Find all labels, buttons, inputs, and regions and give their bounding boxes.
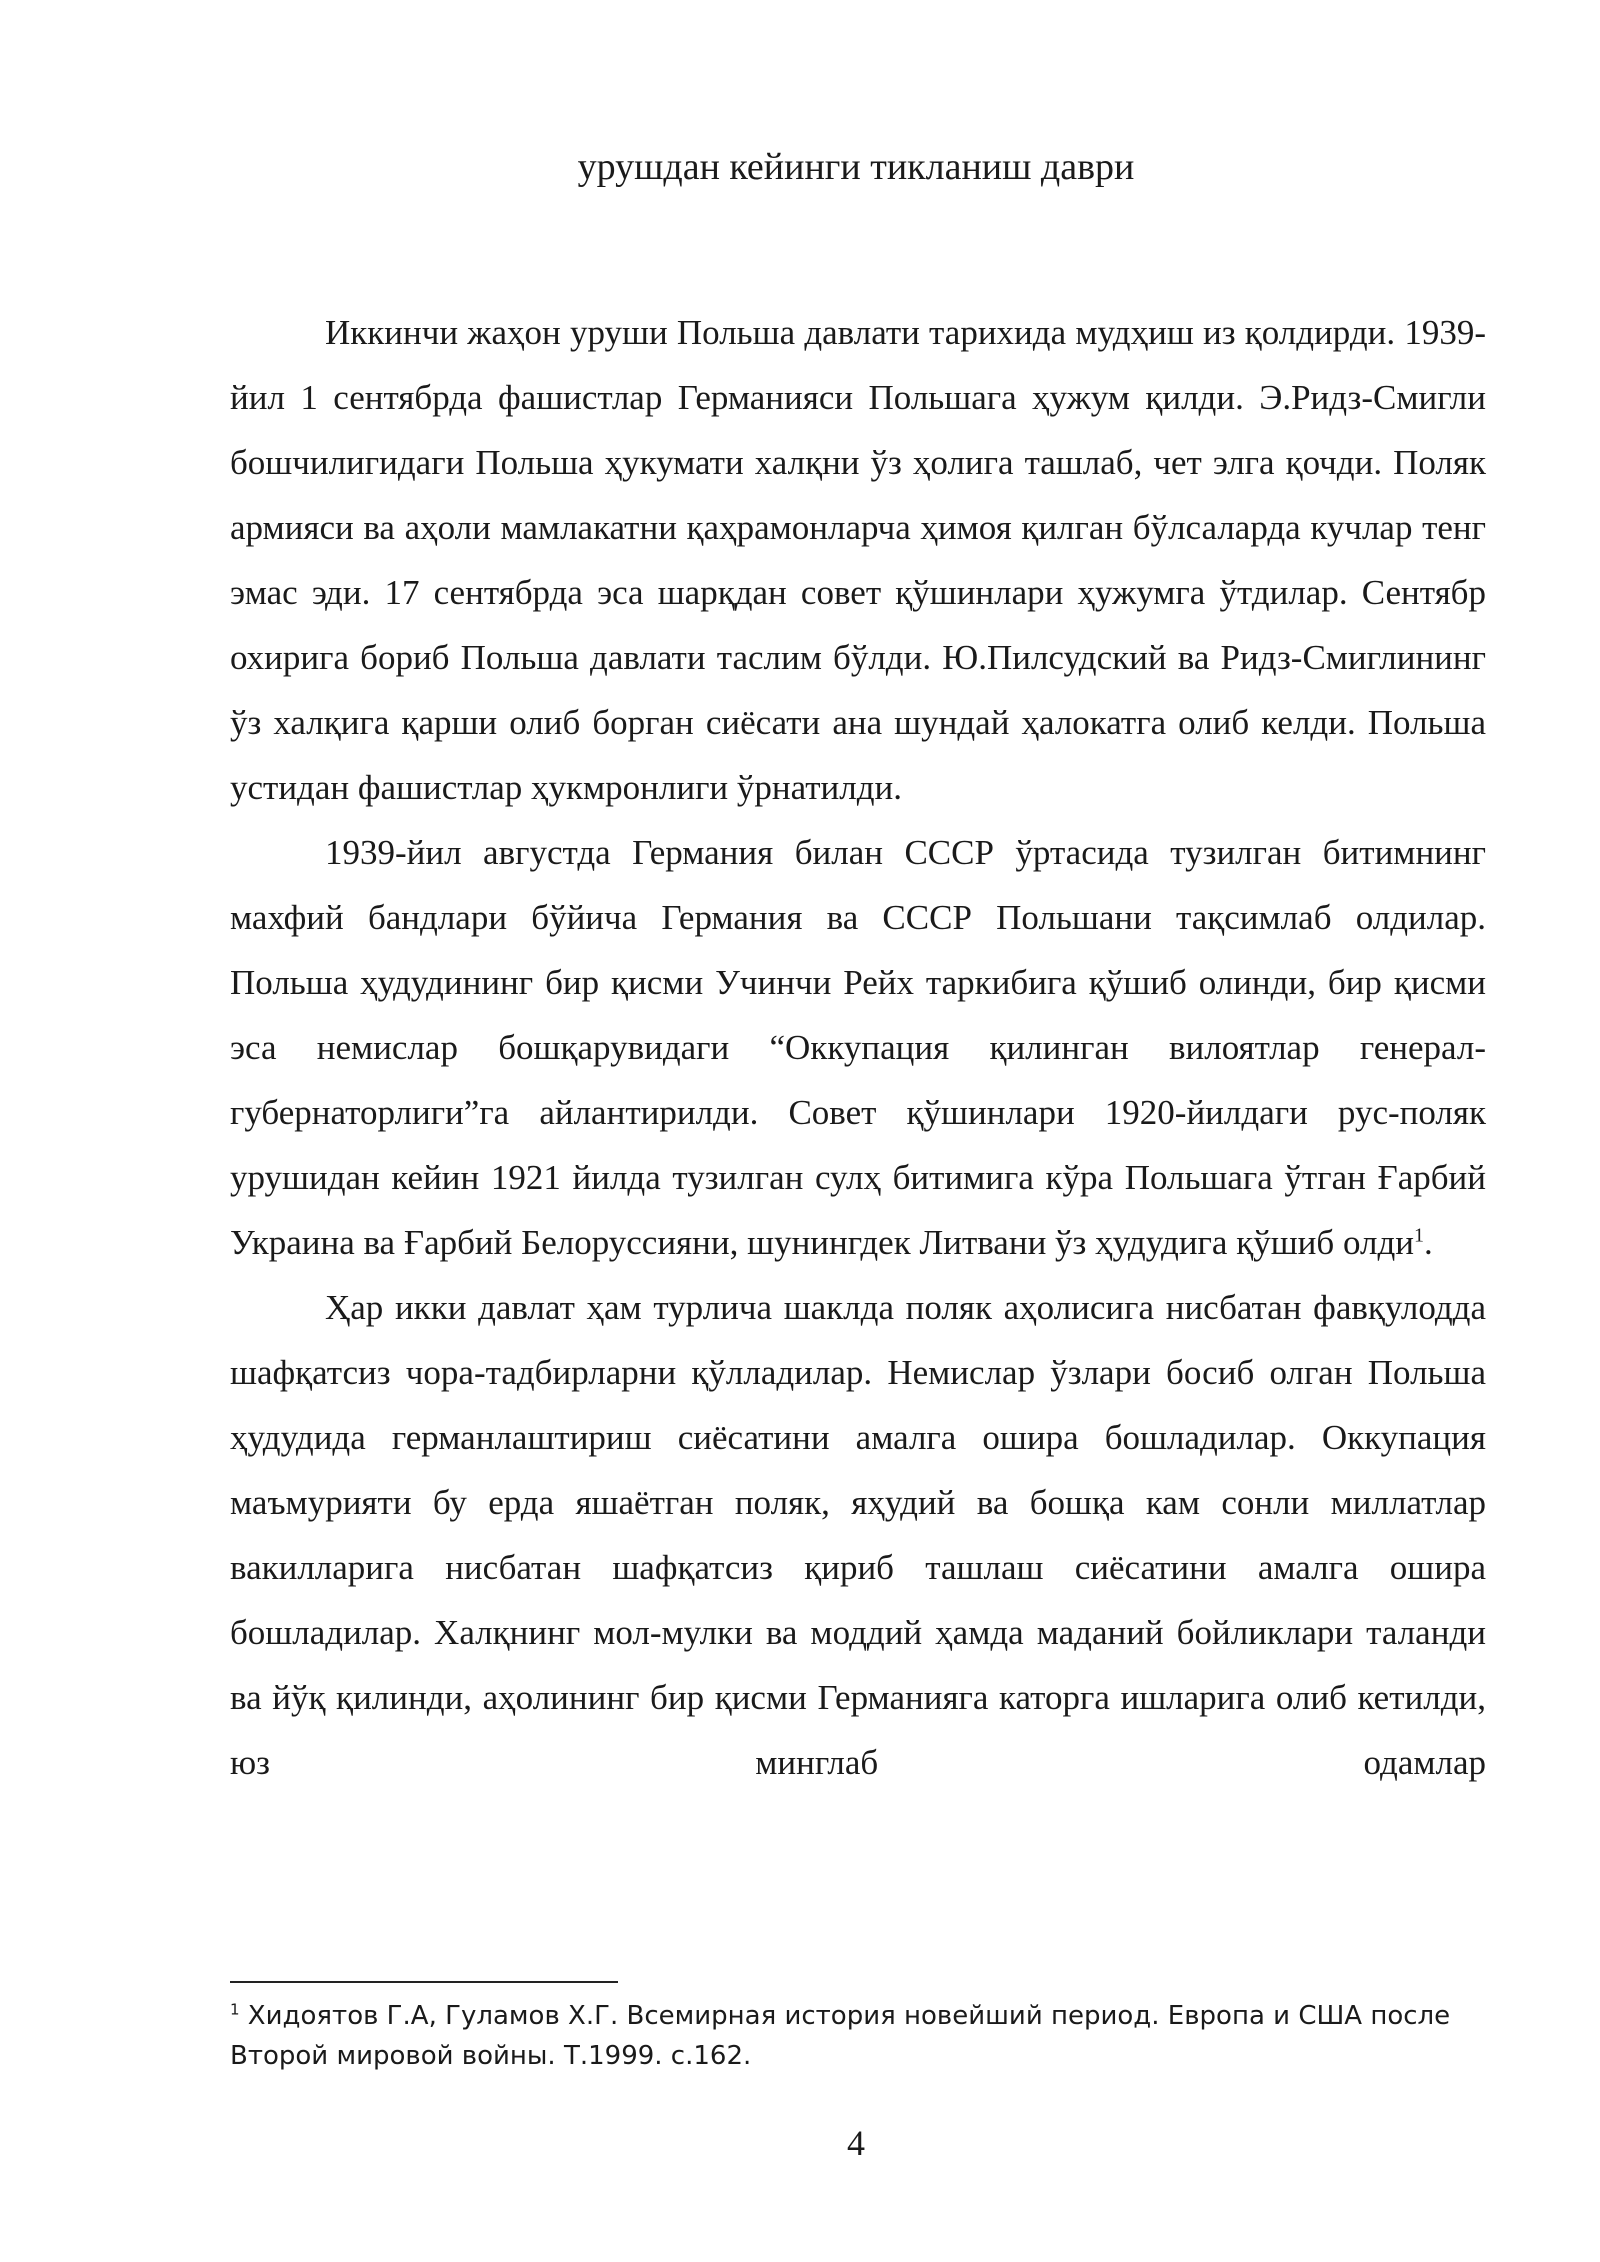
footnote-text: Хидоятов Г.А, Гуламов Х.Г. Всемирная история новейший период. Европа и США после Второй мировой войны. Т.1999. с.162. [230, 2001, 1451, 2071]
footnote-marker: 1 [230, 2000, 240, 2019]
footnote-separator [230, 1981, 618, 1983]
body-text [230, 300, 1486, 1795]
paragraph-3: Ҳар икки давлат ҳам турлича шаклда поляк аҳолисига нисбатан фавқулодда шафқатсиз чора-тадбирларни қўлладилар. Немислар ўзлари босиб олган Польша ҳудудида германлаштириш сиёсатини амалга ошира бошладилар. Оккупация маъмурияти бу ерда яшаётган поляк, яҳудий ва бошқа кам сонли миллатлар вакилларига нисбатан шафқатсиз қириб ташлаш сиёсатини амалга ошира бошладилар. Халқнинг мол-мулки ва моддий ҳамда маданий бойликлари таланди ва йўқ қилинди, аҳолининг бир қисми Германияга каторга ишларига олиб кетилди, юз минглаб одамлар [230, 1288, 1486, 1782]
footnote [230, 1996, 1486, 2076]
page-number: 4 [847, 2123, 865, 2163]
paragraph-2 [230, 820, 1486, 1275]
paragraph-2-text: 1939-йил августда Германия билан СССР ўртасида тузилган битимнинг махфий бандлари бўйича Германия ва СССР Польшани тақсимлаб олдилар. Польша ҳудудининг бир қисми Учинчи Рейх таркибига қўшиб олинди, бир қисми эса немислар бошқарувидаги “Оккупация қилинган вилоятлар генерал-губернаторлиги”га айлантирилди. Совет қўшинлари 1920-йилдаги рус-поляк урушидан кейин 1921 йилда тузилган сулҳ битимига кўра Польшага ўтган Ғарбий Украина ва Ғарбий Белоруссияни, шунингдек Литвани ўз ҳудудига қўшиб олди [230, 833, 1486, 1262]
page-heading: урушдан кейинги тикланиш даври [577, 146, 1135, 188]
paragraph-2-end: . [1423, 1223, 1433, 1262]
footnote-reference[interactable]: 1 [1413, 1224, 1424, 1247]
paragraph-1: Иккинчи жаҳон уруши Польша давлати тарихида мудҳиш из қолдирди. 1939-йил 1 сентябрда фашистлар Германияси Польшага ҳужум қилди. Э.Ридз-Смигли бошчилигидаги Польша ҳукумати халқни ўз ҳолига ташлаб, чет элга қочди. Поляк армияси ва аҳоли мамлакатни қаҳрамонларча ҳимоя қилган бўлсаларда кучлар тенг эмас эди. 17 сентябрда эса шарқдан совет қўшинлари ҳужумга ўтдилар. Сентябр охирига бориб Польша давлати таслим бўлди. Ю.Пилсудский ва Ридз-Смиглининг ўз халқига қарши олиб борган сиёсати ана шундай ҳалокатга олиб келди. Польша устидан фашистлар ҳукмронлиги ўрнатилди. [230, 313, 1486, 807]
